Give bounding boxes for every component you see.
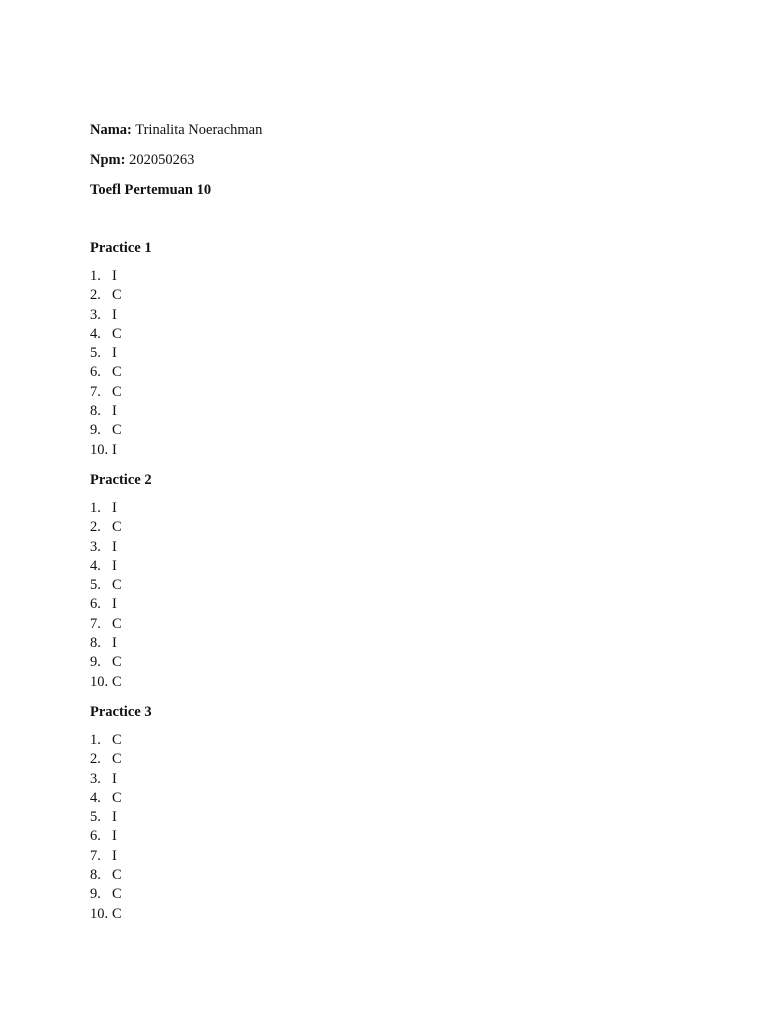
name-value: Trinalita Noerachman — [131, 122, 263, 138]
list-item — [90, 363, 690, 382]
item-answer: C — [112, 751, 122, 768]
item-number: 2. — [90, 287, 101, 304]
list-item — [90, 306, 690, 325]
item-number: 5. — [90, 345, 101, 362]
item-answer: I — [112, 441, 117, 458]
item-number: 2. — [90, 519, 101, 536]
item-answer: I — [112, 557, 117, 574]
npm-value: 202050263 — [125, 152, 195, 168]
item-number: 6. — [90, 596, 101, 613]
list-item — [90, 731, 690, 750]
list-item — [90, 905, 690, 924]
item-answer: I — [112, 596, 117, 613]
item-answer: I — [112, 809, 117, 826]
item-answer: C — [112, 364, 122, 381]
name-label: Nama: — [90, 122, 132, 138]
item-number: 3. — [90, 306, 101, 323]
item-answer: C — [112, 519, 122, 536]
section-title: Practice 3 — [90, 703, 152, 720]
practice-section — [90, 702, 690, 924]
document-content — [90, 120, 690, 934]
answer-list — [90, 731, 690, 924]
item-answer: C — [112, 654, 122, 671]
item-number: 4. — [90, 325, 101, 342]
name-field — [90, 120, 690, 140]
item-number: 9. — [90, 422, 101, 439]
list-item — [90, 653, 690, 672]
item-answer: I — [112, 770, 117, 787]
section-title: Practice 1 — [90, 240, 152, 256]
list-item — [90, 344, 690, 363]
item-number: 8. — [90, 867, 101, 884]
list-item — [90, 421, 690, 440]
section-title: Practice 2 — [90, 471, 152, 488]
item-number: 6. — [90, 828, 101, 845]
practice-section — [90, 238, 690, 460]
item-answer: C — [112, 789, 122, 806]
list-item — [90, 615, 690, 634]
item-answer: C — [112, 383, 122, 400]
answer-list — [90, 267, 690, 460]
item-answer: I — [112, 847, 117, 864]
item-number: 10. — [90, 441, 109, 458]
item-number: 3. — [90, 770, 101, 787]
item-number: 3. — [90, 538, 101, 555]
item-answer: C — [112, 577, 122, 594]
item-number: 8. — [90, 403, 101, 420]
item-number: 7. — [90, 615, 101, 632]
npm-field — [90, 150, 690, 170]
list-item — [90, 789, 690, 808]
list-item — [90, 847, 690, 866]
list-item — [90, 595, 690, 614]
item-answer: I — [112, 828, 117, 845]
item-number: 5. — [90, 577, 101, 594]
answer-list — [90, 499, 690, 692]
item-answer: C — [112, 422, 122, 439]
item-answer: I — [112, 345, 117, 362]
list-item — [90, 538, 690, 557]
item-number: 4. — [90, 789, 101, 806]
list-item — [90, 441, 690, 460]
item-answer: I — [112, 499, 117, 516]
item-answer: C — [112, 325, 122, 342]
item-number: 8. — [90, 635, 101, 652]
list-item — [90, 325, 690, 344]
item-number: 1. — [90, 499, 101, 516]
list-item — [90, 885, 690, 904]
item-answer: I — [112, 538, 117, 555]
list-item — [90, 286, 690, 305]
list-item — [90, 499, 690, 518]
item-number: 1. — [90, 731, 101, 748]
item-number: 4. — [90, 557, 101, 574]
list-item — [90, 402, 690, 421]
item-answer: C — [112, 867, 122, 884]
item-answer: C — [112, 673, 122, 690]
item-number: 1. — [90, 268, 101, 284]
item-number: 2. — [90, 751, 101, 768]
item-number: 9. — [90, 654, 101, 671]
list-item — [90, 808, 690, 827]
item-answer: C — [112, 615, 122, 632]
item-answer: I — [112, 306, 117, 323]
npm-label: Npm: — [90, 152, 126, 168]
document-title: Toefl Pertemuan 10 — [90, 182, 212, 198]
item-answer: I — [112, 403, 117, 420]
list-item — [90, 557, 690, 576]
list-item — [90, 827, 690, 846]
item-answer: I — [112, 635, 117, 652]
list-item — [90, 383, 690, 402]
list-item — [90, 518, 690, 537]
list-item — [90, 576, 690, 595]
list-item — [90, 770, 690, 789]
item-number: 6. — [90, 364, 101, 381]
item-number: 5. — [90, 809, 101, 826]
list-item — [90, 866, 690, 885]
list-item — [90, 750, 690, 769]
list-item — [90, 673, 690, 692]
list-item — [90, 267, 690, 286]
item-number: 7. — [90, 383, 101, 400]
item-number: 10. — [90, 905, 109, 922]
item-number: 10. — [90, 673, 109, 690]
item-answer: C — [112, 731, 122, 748]
item-answer: C — [112, 287, 122, 304]
list-item — [90, 634, 690, 653]
item-answer: C — [112, 886, 122, 903]
item-answer: C — [112, 905, 122, 922]
item-answer: I — [112, 268, 117, 284]
item-number: 9. — [90, 886, 101, 903]
item-number: 7. — [90, 847, 101, 864]
practice-sections — [90, 238, 690, 924]
practice-section — [90, 470, 690, 692]
